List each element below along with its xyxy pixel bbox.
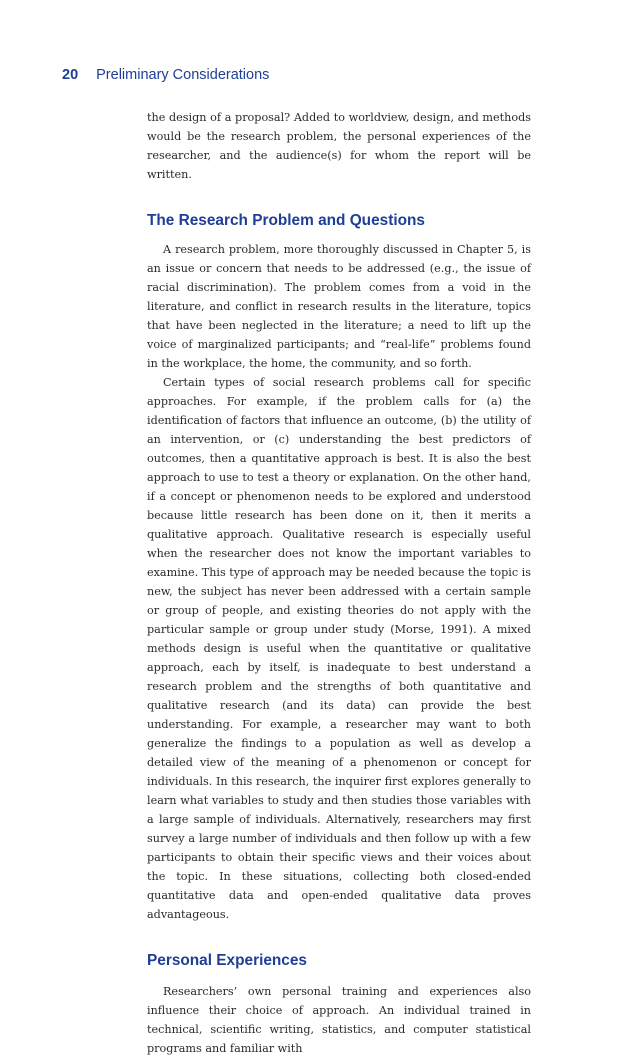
research-problem-paragraph-1: A research problem, more thoroughly discussed in Chapter 5, is an issue or concern that needs to be addressed (e.g., the issue of racial discrimination). The problem comes from a void in the literature, and conflict in research results in the literature, topics that have been neglected in the literature; a need to lift up the voice of marginalized participants; and “real-life” problems found in the workplace, the home, the community, and so forth. bbox=[147, 243, 531, 370]
page-body bbox=[147, 108, 531, 1058]
running-title: Preliminary Considerations bbox=[96, 67, 270, 83]
heading-research-problem: The Research Problem and Questions bbox=[147, 212, 425, 229]
page-number: 20 bbox=[62, 67, 79, 83]
research-problem-paragraph-2: Certain types of social research problems call for specific approaches. For example, if the problem calls for (a) the identification of factors that influence an outcome, (b) the utility of an intervention, or (c) understanding the best predictors of outcomes, then a quantitative approach is best. It is also the best approach to use to test a theory or explanation. On the other hand, if a concept or phenomenon needs to be explored and understood because little research has been done on it, then it merits a qualitative approach. Qualitative research is especially useful when the researcher does not know the important variables to examine. This type of approach may be needed because the topic is new, the subject has never been addressed with a certain sample or group of people, and existing theories do not apply with the particular sample or group under study (Morse, 1991). A mixed methods design is useful when the quantitative or qualitative approach, each by itself, is inadequate to best understand a research problem and the strengths of both quantitative and qualitative research (and its data) can provide the best understanding. For example, a researcher may want to both generalize the findings to a population as well as develop a detailed view of the meaning of a phenomenon or concept for individuals. In this research, the inquirer first explores generally to learn what variables to study and then studies those variables with a large sample of individuals. Alternatively, researchers may first survey a large number of individuals and then follow up with a few participants to obtain their specific views and their voices about the topic. In these situations, collecting both closed-ended quantitative data and open-ended qualitative data proves advantageous. bbox=[147, 376, 531, 921]
intro-paragraph: the design of a proposal? Added to worldview, design, and methods would be the research problem, the personal experiences of the researcher, and the audience(s) for whom the report will be written. bbox=[147, 111, 531, 181]
heading-personal-experiences: Personal Experiences bbox=[147, 952, 307, 969]
personal-experiences-paragraph-1: Researchers’ own personal training and experiences also influence their choice of approach. An individual trained in technical, scientific writing, statistics, and computer statistical programs and familiar with bbox=[147, 985, 531, 1055]
running-header bbox=[62, 66, 269, 84]
